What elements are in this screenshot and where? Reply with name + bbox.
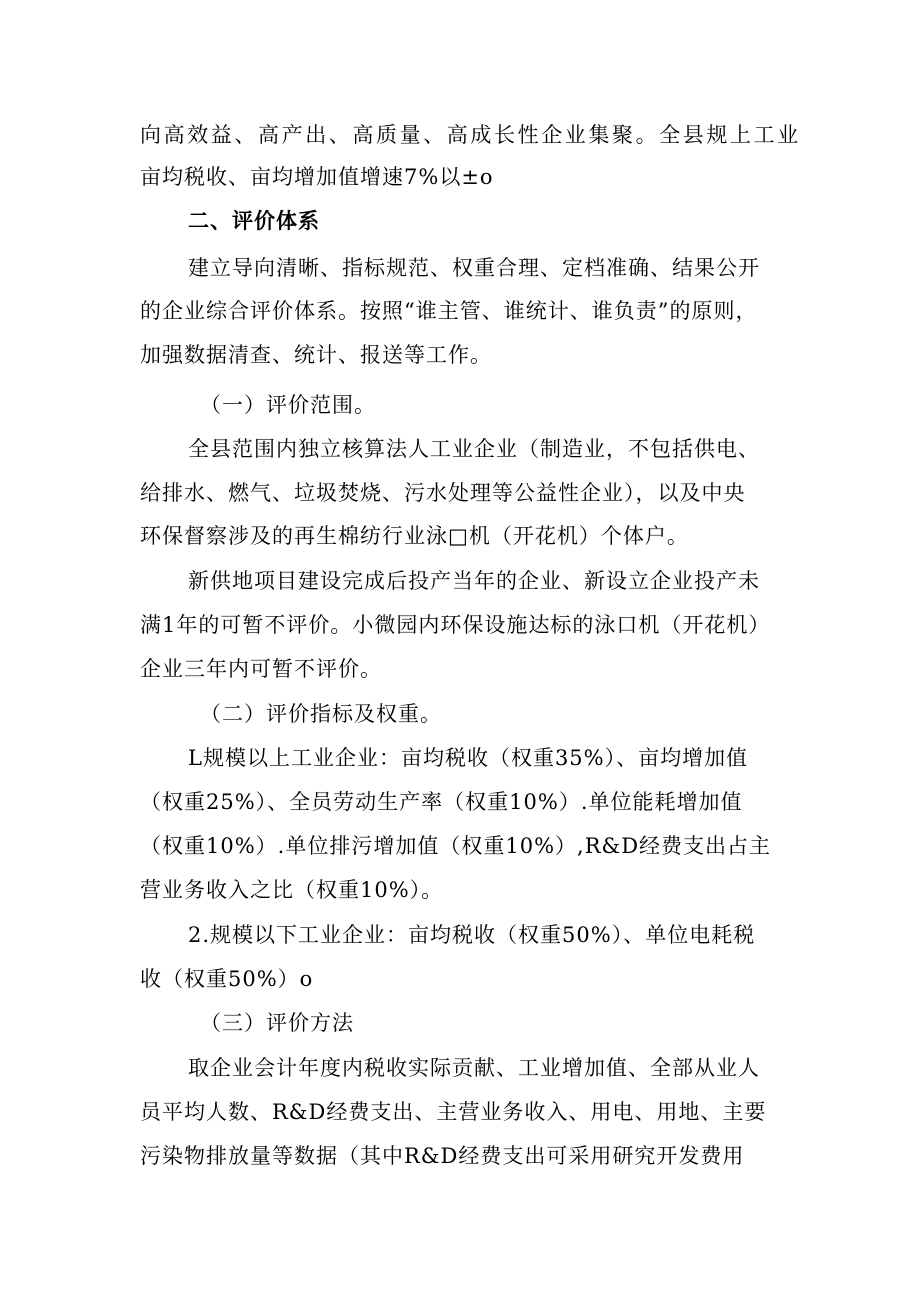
- paragraph-line: 员平均人数、R&D经费支出、主营业务收入、用电、用地、主要: [140, 1100, 767, 1124]
- paragraph-line: 的企业综合评价体系。按照“谁主管、谁统计、谁负责”的原则，: [140, 299, 758, 323]
- paragraph-line: 营业务收入之比（权重10%）。: [140, 878, 444, 902]
- paragraph-line: 取企业会计年度内税收实际贡献、工业增加值、全部从业人: [188, 1056, 760, 1080]
- intro-line-2: 亩均税收、亩均增加值增速7%以±o: [140, 165, 494, 189]
- paragraph-line: 环保督察涉及的再生棉纺行业泳□机（开花机）个体户。: [140, 524, 689, 548]
- paragraph-line: 2.规模以下工业企业：亩均税收（权重50%）、单位电耗税: [188, 923, 756, 947]
- paragraph-line: 企业三年内可暂不评价。: [140, 657, 382, 681]
- subsection-heading-indicators: （二）评价指标及权重。: [200, 702, 442, 726]
- paragraph-line: （权重10%）.单位排污增加值（权重10%）,R&D经费支出占主: [140, 834, 772, 858]
- paragraph-line: 全县范围内独立核算法人工业企业（制造业，不包括供电、: [188, 437, 760, 461]
- paragraph-line: 污染物排放量等数据（其中R&D经费支出可采用研究开发费用: [140, 1144, 745, 1168]
- paragraph-line: 给排水、燃气、垃圾焚烧、污水处理等公益性企业），以及中央: [140, 481, 746, 505]
- paragraph-line: 收（权重50%）o: [140, 967, 314, 991]
- intro-line-1: 向高效益、高产出、高质量、高成长性企业集聚。全县规上工业: [140, 123, 801, 147]
- paragraph-line: 建立导向清晰、指标规范、权重合理、定档准确、结果公开: [188, 256, 760, 280]
- paragraph-line: 满1年的可暂不评价。小微园内环保设施达标的泳口机（开花机）: [140, 613, 771, 637]
- subsection-heading-scope: （一）评价范围。: [200, 393, 376, 417]
- paragraph-line: 加强数据清查、统计、报送等工作。: [140, 343, 492, 367]
- section-heading-evaluation-system: 二、评价体系: [188, 209, 320, 233]
- paragraph-line: （权重25%）、全员劳动生产率（权重10%）.单位能耗增加值: [140, 790, 743, 814]
- paragraph-line: 新供地项目建设完成后投产当年的企业、新设立企业投产未: [188, 569, 760, 593]
- subsection-heading-method: （三）评价方法: [200, 1011, 354, 1035]
- paragraph-line: L规模以上工业企业：亩均税收（权重35%）、亩均增加值: [188, 746, 749, 770]
